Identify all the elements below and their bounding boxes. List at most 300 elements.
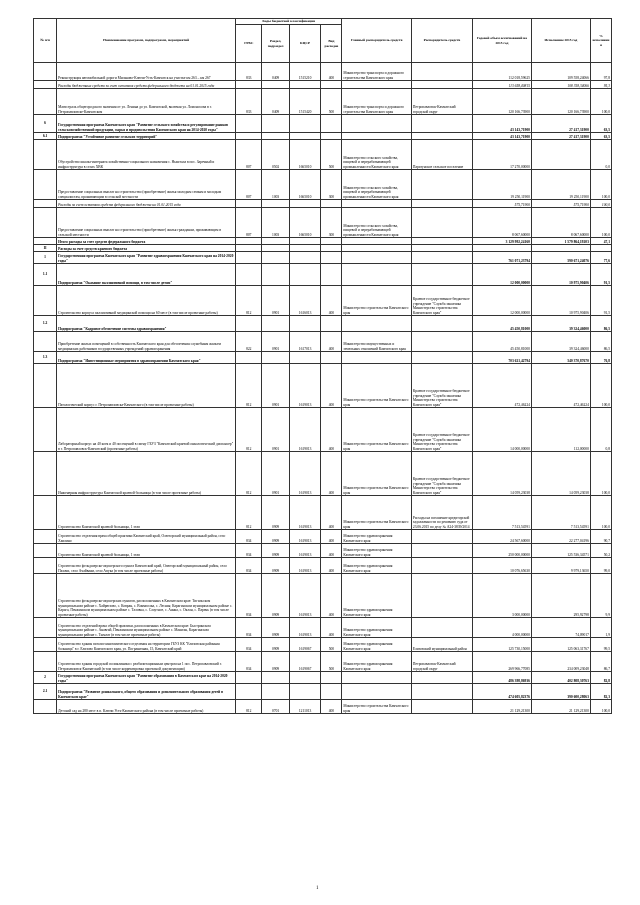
row-recipient	[411, 544, 472, 558]
row-ksr	[289, 81, 321, 89]
table-row	[34, 496, 612, 530]
row-num	[34, 81, 57, 89]
row-executed: 125 536,34571	[531, 544, 590, 558]
row-grbs	[236, 133, 262, 140]
row-annual: 17 270,00000	[472, 140, 531, 170]
row-num	[34, 140, 57, 170]
row-annual: 125 730,15000	[472, 638, 531, 652]
row-razdel: 0909	[262, 558, 289, 574]
row-num: 2.1	[34, 684, 57, 700]
row-grbs-full	[342, 684, 411, 700]
row-annual: 486 398,86936	[472, 672, 531, 684]
row-annual: 45 450,81000	[472, 332, 531, 352]
table-row	[34, 652, 612, 672]
row-percent: 91,5	[590, 264, 611, 286]
table-row	[34, 89, 612, 115]
table-row	[34, 638, 612, 652]
row-executed: 540 370,87670	[531, 352, 590, 364]
row-ksr	[289, 115, 321, 133]
header-codes-group: Коды бюджетной классификации	[236, 19, 342, 25]
row-executed: 108 358,34066	[531, 81, 590, 89]
row-num	[34, 364, 57, 408]
row-grbs-full: Министерство здравоохранения Камчатского края	[342, 574, 411, 618]
row-percent: 47,1	[590, 238, 611, 245]
row-percent: 100,0	[590, 89, 611, 115]
table-row	[34, 63, 612, 81]
row-grbs-full: Министерство транспорта и дорожного строительства Камчатского края	[342, 63, 411, 81]
row-annual: 4 000,00000	[472, 618, 531, 638]
row-executed: 125 063,31767	[531, 638, 590, 652]
row-vr: 400	[321, 63, 342, 81]
row-annual: 3 129 992,24160	[472, 238, 531, 245]
row-vr	[321, 672, 342, 684]
row-razdel: 0909	[262, 618, 289, 638]
row-vr: 500	[321, 140, 342, 170]
row-percent: 9,9	[590, 574, 611, 618]
table-row	[34, 264, 612, 286]
row-grbs-full: Министерство строительства Камчатского края	[342, 496, 411, 530]
row-vr	[321, 133, 342, 140]
row-percent: 76,8	[590, 352, 611, 364]
row-grbs-full	[342, 245, 411, 252]
row-num	[34, 558, 57, 574]
row-num: 2	[34, 672, 57, 684]
row-razdel: 0502	[262, 140, 289, 170]
table-row	[34, 352, 612, 364]
row-razdel: 0701	[262, 700, 289, 714]
row-percent: 100,0	[590, 200, 611, 208]
row-executed: 9 979,13650	[531, 558, 590, 574]
row-name: Строительство отделения врача общей практики Камчатский край, Олюторский муниципальный район, село Хаилино	[57, 530, 236, 544]
row-executed: 234 009,23048	[531, 652, 590, 672]
row-vr: 400	[321, 544, 342, 558]
table-row	[34, 672, 612, 684]
row-grbs	[236, 200, 262, 208]
row-ksr: 1619067	[289, 638, 321, 652]
row-vr	[321, 264, 342, 286]
row-num	[34, 89, 57, 115]
row-percent: 63,5	[590, 115, 611, 133]
row-grbs	[236, 684, 262, 700]
row-grbs	[236, 264, 262, 286]
row-grbs	[236, 252, 262, 264]
row-executed: 74,09017	[531, 618, 590, 638]
row-num	[34, 452, 57, 496]
row-annual: 14 059,23038	[472, 452, 531, 496]
row-annual: 250 000,00000	[472, 544, 531, 558]
row-name: Детский сад на 280 мест в п. Ключи Усть-Камчатского района (в том числе проектные работы)	[57, 700, 236, 714]
row-recipient	[411, 252, 472, 264]
row-grbs: 834	[236, 574, 262, 618]
row-percent: 63,5	[590, 133, 611, 140]
row-num: 6.1	[34, 133, 57, 140]
table-row	[34, 332, 612, 352]
row-recipient: Расходы на погашение кредиторской задолженности по решению суда от 23.06.2015 по делу № А24-3839/2014	[411, 496, 472, 530]
row-ksr: 1619013	[289, 544, 321, 558]
header-ksr: КЦСР	[289, 25, 321, 63]
row-executed: 27 417,31900	[531, 115, 590, 133]
table-row	[34, 544, 612, 558]
row-grbs-full: Министерство имущественных и земельных отношений Камчатского края	[342, 332, 411, 352]
row-ksr: 1619013	[289, 558, 321, 574]
row-razdel: 0909	[262, 574, 289, 618]
row-executed: 8 067,60000	[531, 208, 590, 238]
row-executed: 109 558,24066	[531, 63, 590, 81]
row-ksr: 1515420	[289, 89, 321, 115]
row-executed: 10 975,90406	[531, 286, 590, 316]
row-ksr	[289, 264, 321, 286]
row-annual: 14 000,00000	[472, 408, 531, 452]
row-grbs-full: Министерство строительства Камчатского края	[342, 700, 411, 714]
row-grbs: 812	[236, 408, 262, 452]
row-grbs	[236, 245, 262, 252]
row-recipient: Краевое государственное бюджетное учреждение "Служба заказчика Министерства строительства Камчатского края"	[411, 408, 472, 452]
row-ksr: 1619013	[289, 364, 321, 408]
row-grbs	[236, 238, 262, 245]
row-annual: 12 000,00000	[472, 286, 531, 316]
row-razdel	[262, 264, 289, 286]
row-recipient	[411, 530, 472, 544]
row-name: Подпрограмма "Инвестиционные мероприятия в здравоохранении Камчатского края"	[57, 352, 236, 364]
row-num	[34, 408, 57, 452]
row-vr	[321, 352, 342, 364]
row-vr: 400	[321, 574, 342, 618]
row-name: Расходы за счет остатков средств федерального бюджета на 01.01.2015 года	[57, 200, 236, 208]
row-name: Строительство Камчатской краевой больницы, 1 этап	[57, 496, 236, 530]
table-row	[34, 208, 612, 238]
row-grbs: 812	[236, 496, 262, 530]
row-name: Подпрограмма "Оказание паллиативной помощи, в том числе детям"	[57, 264, 236, 286]
row-grbs: 812	[236, 452, 262, 496]
row-vr: 300	[321, 170, 342, 200]
row-razdel	[262, 133, 289, 140]
row-razdel: 0901	[262, 452, 289, 496]
row-vr: 400	[321, 332, 342, 352]
row-annual: 703 621,42794	[472, 352, 531, 364]
row-razdel	[262, 238, 289, 245]
row-vr	[321, 200, 342, 208]
row-annual: 43 143,71900	[472, 133, 531, 140]
row-ksr: 1619013	[289, 452, 321, 496]
row-ksr: 1616013	[289, 286, 321, 316]
row-num: 6	[34, 115, 57, 133]
row-grbs: 807	[236, 208, 262, 238]
row-ksr	[289, 684, 321, 700]
table-row	[34, 558, 612, 574]
row-name: Строительство здания городской поликлиники с реабилитационным центром на 1 пос. Петропавловский г. Петропавловск-Камчатский (в том числе корректировка проектной документации)	[57, 652, 236, 672]
row-grbs: 807	[236, 170, 262, 200]
table-row	[34, 618, 612, 638]
row-ksr	[289, 238, 321, 245]
row-grbs	[236, 352, 262, 364]
row-name: Строительство Камчатской краевой больницы, 1 этап	[57, 544, 236, 558]
row-vr	[321, 115, 342, 133]
table-row	[34, 81, 612, 89]
row-recipient	[411, 558, 472, 574]
row-razdel: 0909	[262, 652, 289, 672]
row-percent: 86,5	[590, 332, 611, 352]
row-executed: 120 166,73900	[531, 89, 590, 115]
row-executed: 19 250,11900	[531, 170, 590, 200]
row-num: II	[34, 245, 57, 252]
row-grbs: 834	[236, 558, 262, 574]
row-recipient: Паратунское сельское поселение	[411, 140, 472, 170]
row-recipient: Краевое государственное бюджетное учреждение "Служба заказчика Министерства строительства Камчатского края"	[411, 286, 472, 316]
row-num	[34, 286, 57, 316]
row-razdel	[262, 245, 289, 252]
row-num	[34, 652, 57, 672]
table-row	[34, 115, 612, 133]
row-executed: 21 129,21300	[531, 700, 590, 714]
row-num	[34, 618, 57, 638]
row-vr	[321, 245, 342, 252]
row-executed: 10 975,90406	[531, 264, 590, 286]
row-name: Строительство отделений врача общей практики, расположенных в Камчатском крае: Быстринском муниципальном районе с. Анавгай, Пенжинском муниципальном районе с. Манилы, Карагинском муниципальном районе с. Тымлат (в том числе проектные работы)	[57, 618, 236, 638]
row-percent: 91,5	[590, 286, 611, 316]
row-executed: 39 324,46000	[531, 332, 590, 352]
row-razdel: 0909	[262, 638, 289, 652]
row-grbs: 834	[236, 652, 262, 672]
row-percent	[590, 245, 611, 252]
row-ksr: 1515210	[289, 63, 321, 81]
row-annual: 112 018,59625	[472, 63, 531, 81]
row-annual: 43 143,71900	[472, 115, 531, 133]
row-grbs-full	[342, 115, 411, 133]
row-executed: 27 417,31900	[531, 133, 590, 140]
row-razdel: 0909	[262, 544, 289, 558]
row-recipient	[411, 238, 472, 245]
row-razdel: 0901	[262, 408, 289, 452]
row-executed: 575,71900	[531, 200, 590, 208]
row-percent: 100,0	[590, 700, 611, 714]
row-name: Подпрограмма "Устойчивое развитие сельских территорий"	[57, 133, 236, 140]
header-percent: % исполнения	[590, 19, 611, 63]
row-grbs: 834	[236, 618, 262, 638]
row-name: Государственная программа Камчатского края "Развитие образования в Камчатском крае на 2014-2020 годы"	[57, 672, 236, 684]
row-num: 1.1	[34, 264, 57, 286]
row-grbs-full: Министерство здравоохранения Камчатского края	[342, 544, 411, 558]
row-ksr	[289, 133, 321, 140]
row-name: Расходы бюджетных средств за счет остатков средств федерального бюджета на 01.01.2015 года	[57, 81, 236, 89]
table-row	[34, 364, 612, 408]
header-razdel: Раздел, подраздел	[262, 25, 289, 63]
row-name: Государственная программа Камчатского края "Развитие здравоохранения Камчатского края на 2014-2020 годы"	[57, 252, 236, 264]
row-percent: 97,8	[590, 63, 611, 81]
row-name: Предоставление социальных выплат на строительство (приобретение) жилья гражданам, проживающим в сельской местности	[57, 208, 236, 238]
row-grbs-full: Министерство здравоохранения Камчатского края	[342, 530, 411, 544]
row-executed: 402 808,30763	[531, 672, 590, 684]
row-annual: 8 067,60000	[472, 208, 531, 238]
row-grbs-full: Министерство сельского хозяйства, пищевой и перерабатывающей промышленности Камчатского края	[342, 208, 411, 238]
budget-table	[33, 18, 612, 714]
row-ksr	[289, 252, 321, 264]
row-ksr: 1617013	[289, 332, 321, 352]
row-grbs-full	[342, 672, 411, 684]
row-percent: 50,2	[590, 544, 611, 558]
row-num	[34, 63, 57, 81]
row-razdel: 0909	[262, 496, 289, 530]
row-annual: 3 000,00000	[472, 574, 531, 618]
row-recipient	[411, 574, 472, 618]
row-recipient	[411, 115, 472, 133]
table-row	[34, 286, 612, 316]
row-ksr: 1619013	[289, 530, 321, 544]
row-grbs-full	[342, 238, 411, 245]
row-ksr: 1619013	[289, 618, 321, 638]
row-executed: 390 600,28063	[531, 684, 590, 700]
row-grbs-full: Министерство здравоохранения Камчатского края	[342, 558, 411, 574]
row-recipient	[411, 316, 472, 332]
row-recipient: Краевое государственное бюджетное учреждение "Служба заказчика Министерства строительства Камчатского края"	[411, 364, 472, 408]
row-grbs-full: Министерство строительства Камчатского края	[342, 408, 411, 452]
row-ksr: 1665010	[289, 208, 321, 238]
row-vr	[321, 684, 342, 700]
table-row	[34, 238, 612, 245]
row-grbs: 812	[236, 364, 262, 408]
row-grbs: 834	[236, 530, 262, 544]
row-vr: 500	[321, 638, 342, 652]
row-recipient: Елизовский муниципальный район	[411, 638, 472, 652]
row-grbs	[236, 672, 262, 684]
row-recipient	[411, 170, 472, 200]
row-grbs-full: Министерство строительства Камчатского края	[342, 364, 411, 408]
row-num	[34, 238, 57, 245]
row-name: Строительство корпуса паллиативной медицинской помощи на 60 мест (в том числе проектные работы)	[57, 286, 236, 316]
table-row	[34, 316, 612, 332]
row-grbs-full: Министерство строительства Камчатского края	[342, 452, 411, 496]
row-grbs: 812	[236, 700, 262, 714]
row-ksr: 1619013	[289, 496, 321, 530]
row-vr: 400	[321, 286, 342, 316]
row-name: Патологический корпус г. Петропавловска-Камчатского (в том числе проектные работы)	[57, 364, 236, 408]
row-annual: 472,46224	[472, 364, 531, 408]
page-number: 1	[316, 886, 319, 891]
header-annual: Годовой объем ассигнований на 2015 год	[472, 19, 531, 63]
row-grbs-full: Министерство здравоохранения Камчатского края	[342, 618, 411, 638]
row-recipient	[411, 618, 472, 638]
table-row	[34, 684, 612, 700]
row-annual	[472, 245, 531, 252]
row-percent: 0,0	[590, 140, 611, 170]
row-annual: 24 567,60000	[472, 530, 531, 544]
row-recipient: Петропавловск-Камчатский городской округ	[411, 652, 472, 672]
header-grbs: ГРБС	[236, 25, 262, 63]
row-annual: 12 000,00000	[472, 264, 531, 286]
row-annual: 19 250,11900	[472, 170, 531, 200]
row-grbs: 807	[236, 140, 262, 170]
row-num	[34, 200, 57, 208]
row-annual: 761 071,23794	[472, 252, 531, 264]
row-name: Магистраль общегородского значения от ул. Ленина до ул. Камчатской, включая ул. Ломоносова в г. Петропавловске-Камчатском	[57, 89, 236, 115]
row-razdel	[262, 200, 289, 208]
row-executed: 7 513,54591	[531, 496, 590, 530]
row-num	[34, 530, 57, 544]
row-annual: 21 129,21300	[472, 700, 531, 714]
row-percent: 100,0	[590, 496, 611, 530]
row-percent: 82,3	[590, 684, 611, 700]
row-ksr: 1619013	[289, 408, 321, 452]
row-grbs-full	[342, 264, 411, 286]
row-annual: 10 076,65630	[472, 558, 531, 574]
row-vr: 400	[321, 618, 342, 638]
row-grbs-full	[342, 200, 411, 208]
row-ksr	[289, 352, 321, 364]
row-recipient	[411, 332, 472, 352]
row-grbs-full	[342, 252, 411, 264]
document-page	[33, 18, 612, 714]
row-razdel	[262, 115, 289, 133]
table-row	[34, 408, 612, 452]
row-num	[34, 332, 57, 352]
header-name: Наименование программ, подпрограмм, мероприятий	[57, 19, 236, 63]
row-ksr	[289, 245, 321, 252]
row-razdel: 0901	[262, 332, 289, 352]
row-grbs-full: Министерство строительства Камчатского края	[342, 286, 411, 316]
row-vr: 500	[321, 89, 342, 115]
row-executed	[531, 140, 590, 170]
row-razdel: 0901	[262, 286, 289, 316]
row-vr: 400	[321, 558, 342, 574]
row-annual: 113 658,40815	[472, 81, 531, 89]
row-razdel	[262, 684, 289, 700]
row-annual: 269 966,77085	[472, 652, 531, 672]
row-name: Предоставление социальных выплат на строительство (приобретение) жилья молодым семьям и молодым специалистам, проживающим в сельской местности	[57, 170, 236, 200]
row-percent: 100,0	[590, 452, 611, 496]
row-razdel: 1003	[262, 170, 289, 200]
row-grbs: 833	[236, 63, 262, 81]
table-row	[34, 170, 612, 200]
row-recipient	[411, 264, 472, 286]
row-razdel: 0909	[262, 530, 289, 544]
row-name: Строительство фельдшерско-акушерских пунктов, расположенных в Камчатском крае: Тигильском муниципальном районе с. Хайрюзово, с. Ковран, с. Воямполка, с. Лесная; Карагинском муниципальном районе с. Карага, Пенжинском муниципальном районе с. Таловка, с. Слаутное, с. Аянка, с. Оклан, с. Парень (в том числе проектные работы)	[57, 574, 236, 618]
row-grbs-full: Министерство сельского хозяйства, пищевой и перерабатывающей промышленности Камчатского края	[342, 140, 411, 170]
row-razdel	[262, 81, 289, 89]
row-razdel: 1003	[262, 208, 289, 238]
row-razdel: 0409	[262, 63, 289, 81]
row-executed	[531, 245, 590, 252]
row-annual: 7 513,54591	[472, 496, 531, 530]
table-row	[34, 252, 612, 264]
row-recipient	[411, 208, 472, 238]
row-name: Расходы за счет средств краевого бюджета	[57, 245, 236, 252]
row-grbs-full	[342, 133, 411, 140]
row-name: Строительство фельдшерско-акушерского пункта Камчатский край, Олюторский муниципальный район, село Пахачи, село Ачайваям, село Апука (в том числе проектные работы)	[57, 558, 236, 574]
row-vr: 400	[321, 700, 342, 714]
row-num: 1.2	[34, 316, 57, 332]
table-row	[34, 200, 612, 208]
row-num: 1.3	[34, 352, 57, 364]
row-percent: 100,0	[590, 170, 611, 200]
row-vr	[321, 316, 342, 332]
row-ksr: 1619067	[289, 652, 321, 672]
table-row	[34, 530, 612, 544]
row-razdel	[262, 672, 289, 684]
row-num	[34, 208, 57, 238]
row-executed: 472,46224	[531, 364, 590, 408]
row-percent: 1,9	[590, 618, 611, 638]
row-percent: 0,8	[590, 408, 611, 452]
row-vr: 300	[321, 208, 342, 238]
row-recipient	[411, 700, 472, 714]
row-percent: 95,3	[590, 81, 611, 89]
row-vr: 400	[321, 530, 342, 544]
row-executed: 1 579 864,19203	[531, 238, 590, 245]
row-vr	[321, 252, 342, 264]
row-executed: 39 324,46000	[531, 316, 590, 332]
row-name: Строительство здания патологоанатомического отделения на территории ГБУЗ КК "Елизовская районная больница" в г. Елизово Камчатского края, ул. Пограничная, 15, Камчатский край	[57, 638, 236, 652]
table-row	[34, 574, 612, 618]
row-executed: 112,00000	[531, 408, 590, 452]
